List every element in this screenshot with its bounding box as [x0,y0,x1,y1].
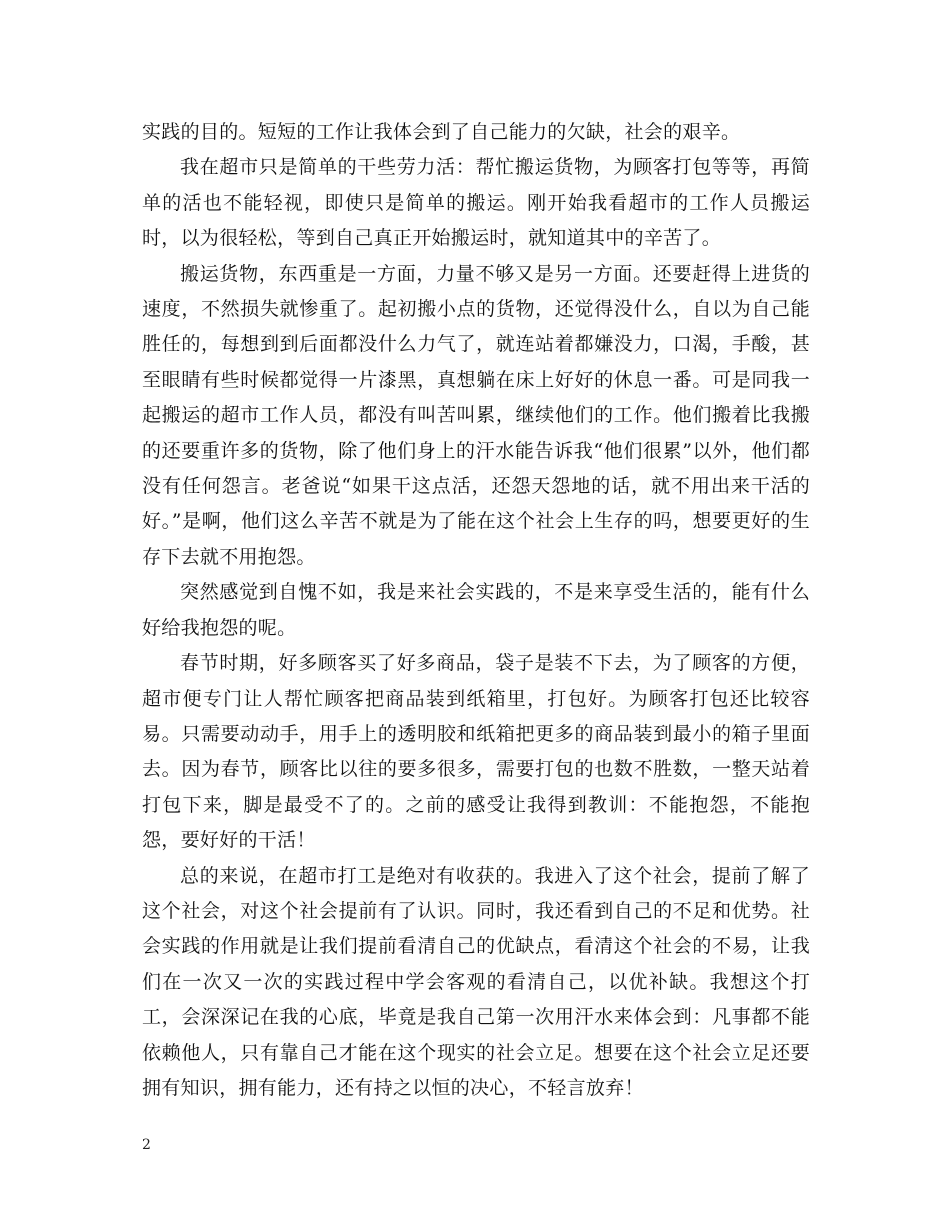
paragraph-2: 我在超市只是简单的干些劳力活：帮忙搬运货物，为顾客打包等等，再简单的活也不能轻视，即使只是简单的搬运。刚开始我看超市的工作人员搬运时，以为很轻松，等到自己真正开始搬运时，就知道其中的辛苦了。 [142,156,810,250]
paragraph-3: 搬运货物，东西重是一方面，力量不够又是另一方面。还要赶得上进货的速度，不然损失就惨重了。起初搬小点的货物，还觉得没什么，自以为自己能胜任的，每想到到后面都没什么力气了，就连站着都嫌没力，口渴，手酸，甚至眼睛有些时候都觉得一片漆黑，真想躺在床上好好的休息一番。可是同我一起搬运的超市工作人员，都没有叫苦叫累，继续他们的工作。他们搬着比我搬的还要重许多的货物，除了他们身上的汗水能告诉我“他们很累”以外，他们都没有任何怨言。老爸说“如果干这点活，还怨天怨地的话，就不用出来干活的好。”是啊，他们这么辛苦不就是为了能在这个社会上生存的吗，想要更好的生存下去就不用抱怨。 [142,262,810,568]
paragraph-4: 突然感觉到自愧不如，我是来社会实践的，不是来享受生活的，能有什么好给我抱怨的呢。 [142,581,810,639]
paragraph-5: 春节时期，好多顾客买了好多商品，袋子是装不下去，为了顾客的方便，超市便专门让人帮忙顾客把商品装到纸箱里，打包好。为顾客打包还比较容易。只需要动动手，用手上的透明胶和纸箱把更多的商品装到最小的箱子里面去。因为春节，顾客比以往的要多很多，需要打包的也数不胜数，一整天站着打包下来，脚是最受不了的。之前的感受让我得到教训：不能抱怨，不能抱怨，要好好的干活！ [142,652,810,852]
page-number: 2 [142,1137,151,1153]
document-body [142,115,810,1106]
paragraph-6: 总的来说，在超市打工是绝对有收获的。我进入了这个社会，提前了解了这个社会，对这个社会提前有了认识。同时，我还看到自己的不足和优势。社会实践的作用就是让我们提前看清自己的优缺点，看清这个社会的不易，让我们在一次又一次的实践过程中学会客观的看清自己，以优补缺。我想这个打工，会深深记在我的心底，毕竟是我自己第一次用汗水来体会到：凡事都不能依赖他人，只有靠自己才能在这个现实的社会立足。想要在这个社会立足还要拥有知识，拥有能力，还有持之以恒的决心，不轻言放弃！ [142,864,810,1099]
paragraph-1: 实践的目的。短短的工作让我体会到了自己能力的欠缺，社会的艰辛。 [142,121,741,143]
